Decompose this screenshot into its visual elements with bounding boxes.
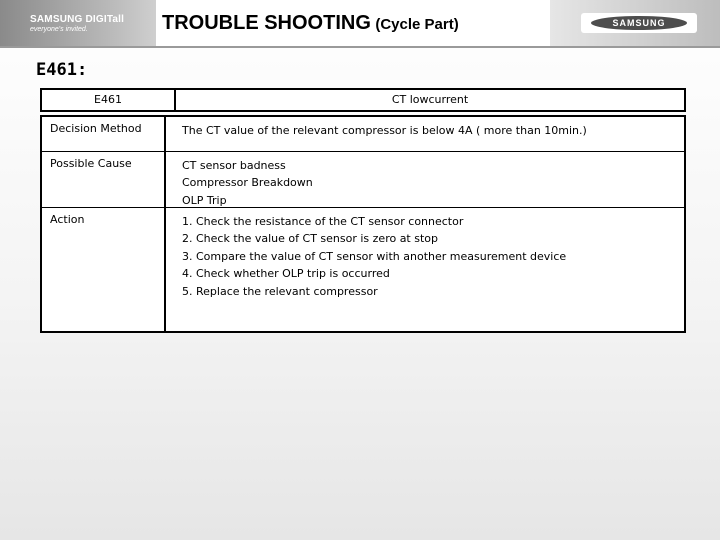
error-code-heading: E461: xyxy=(36,60,88,80)
content-line: 2. Check the value of CT sensor is zero at stop xyxy=(182,232,439,246)
content-line: 5. Replace the relevant compressor xyxy=(182,284,378,298)
row-content xyxy=(176,208,676,331)
row-label: Action xyxy=(42,208,166,331)
page-title-sub: (Cycle Part) xyxy=(375,16,459,33)
samsung-digitall-logo xyxy=(30,15,124,34)
page-title xyxy=(162,12,459,35)
table-row-action xyxy=(42,208,684,331)
content-line: The CT value of the relevant compressor is below 4A ( more than 10min.) xyxy=(182,124,587,137)
content-line: OLP Trip xyxy=(182,193,227,207)
table-row-decision-method xyxy=(42,117,684,152)
content-line: Compressor Breakdown xyxy=(182,176,313,190)
content-line: 4. Check whether OLP trip is occurred xyxy=(182,267,390,281)
row-content xyxy=(176,117,676,151)
content-line: CT sensor badness xyxy=(182,159,286,172)
header-divider xyxy=(0,46,720,48)
error-description-cell: CT lowcurrent xyxy=(391,93,469,106)
header-bar xyxy=(0,0,720,46)
logo-brand-text: SAMSUNG DIGITall xyxy=(30,14,125,25)
error-summary-table xyxy=(40,88,686,112)
page-title-main: TROUBLE SHOOTING xyxy=(162,12,371,34)
logo-tagline: everyone's invited. xyxy=(30,26,88,33)
content-line: 1. Check the resistance of the CT sensor connector xyxy=(182,215,464,228)
samsung-logo xyxy=(581,13,697,33)
header-left-panel xyxy=(0,0,156,46)
content-line: 3. Compare the value of CT sensor with another measurement device xyxy=(182,249,567,263)
row-label: Decision Method xyxy=(42,117,166,151)
samsung-logo-text: SAMSUNG xyxy=(612,18,666,28)
row-content xyxy=(176,152,676,207)
troubleshooting-table xyxy=(40,115,686,333)
table-row-possible-cause xyxy=(42,152,684,208)
error-code-cell: E461 xyxy=(42,90,176,110)
row-label: Possible Cause xyxy=(42,152,166,207)
